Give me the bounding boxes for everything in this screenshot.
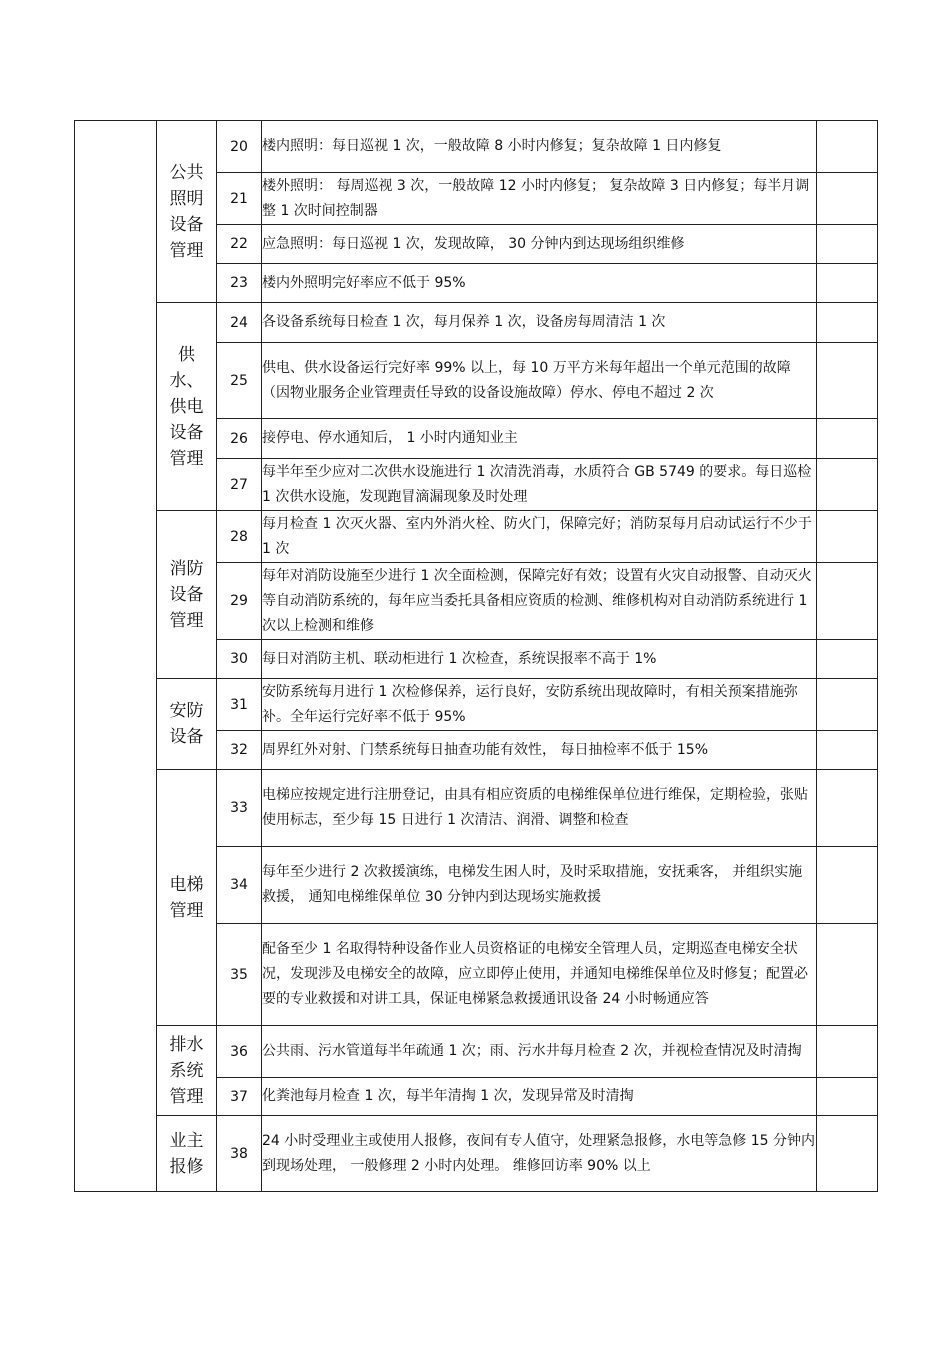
item-number: 22 xyxy=(217,225,262,264)
blank-cell xyxy=(817,225,878,264)
category-label: 消防设备管理 xyxy=(169,558,204,631)
item-number: 26 xyxy=(217,419,262,459)
item-standard-text: 安防系统每月进行 1 次检修保养，运行良好，安防系统出现故障时，有相关预案措施弥补。全年运行完好率不低于 95% xyxy=(262,679,817,731)
item-number: 25 xyxy=(217,343,262,419)
blank-cell xyxy=(817,679,878,731)
category-cell xyxy=(157,511,217,679)
category-cell xyxy=(157,679,217,770)
blank-cell xyxy=(817,511,878,563)
blank-cell xyxy=(817,264,878,303)
blank-cell xyxy=(817,173,878,225)
item-standard-text: 各设备系统每日检查 1 次，每月保养 1 次，设备房每周清洁 1 次 xyxy=(262,303,817,343)
blank-cell xyxy=(817,1026,878,1078)
item-number: 28 xyxy=(217,511,262,563)
category-label: 公共照明设备管理 xyxy=(169,162,204,261)
item-number: 29 xyxy=(217,563,262,640)
item-standard-text: 每年至少进行 2 次救援演练，电梯发生困人时，及时采取措施，安抚乘客， 并组织实施救援， 通知电梯维保单位 30 分钟内到达现场实施救援 xyxy=(262,847,817,924)
blank-cell xyxy=(817,924,878,1026)
item-standard-text: 24 小时受理业主或使用人报修，夜间有专人值守，处理紧急报修，水电等急修 15 分钟内到现场处理， 一般修理 2 小时内处理。 维修回访率 90% 以上 xyxy=(262,1116,817,1192)
category-label: 排水系统管理 xyxy=(169,1034,204,1107)
item-standard-text: 接停电、停水通知后， 1 小时内通知业主 xyxy=(262,419,817,459)
item-standard-text: 每日对消防主机、联动柜进行 1 次检查，系统误报率不高于 1% xyxy=(262,640,817,679)
item-number: 27 xyxy=(217,459,262,511)
outer-empty-cell xyxy=(75,121,157,1192)
blank-cell xyxy=(817,1078,878,1116)
blank-cell xyxy=(817,303,878,343)
item-standard-text: 每年对消防设施至少进行 1 次全面检测，保障完好有效；设置有火灾自动报警、自动灭火等自动消防系统的，每年应当委托具备相应资质的检测、维修机构对自动消防系统进行 1 次以上检测和维修 xyxy=(262,563,817,640)
item-number: 38 xyxy=(217,1116,262,1192)
item-standard-text: 供电、供水设备运行完好率 99% 以上，每 10 万平方米每年超出一个单元范围的故障（因物业服务企业管理责任导致的设备设施故障）停水、停电不超过 2 次 xyxy=(262,343,817,419)
item-number: 20 xyxy=(217,121,262,173)
item-number: 32 xyxy=(217,731,262,770)
blank-cell xyxy=(817,640,878,679)
item-standard-text: 应急照明：每日巡视 1 次，发现故障， 30 分钟内到达现场组织维修 xyxy=(262,225,817,264)
blank-cell xyxy=(817,121,878,173)
category-cell xyxy=(157,303,217,511)
table-row xyxy=(75,679,878,731)
table-row xyxy=(75,511,878,563)
item-number: 34 xyxy=(217,847,262,924)
item-number: 35 xyxy=(217,924,262,1026)
item-standard-text: 化粪池每月检查 1 次，每半年清掏 1 次，发现异常及时清掏 xyxy=(262,1078,817,1116)
category-label: 供水、供电设备管理 xyxy=(169,344,204,469)
item-number: 37 xyxy=(217,1078,262,1116)
blank-cell xyxy=(817,847,878,924)
category-cell xyxy=(157,121,217,303)
blank-cell xyxy=(817,770,878,847)
table-row xyxy=(75,121,878,173)
category-cell xyxy=(157,770,217,1026)
item-number: 21 xyxy=(217,173,262,225)
item-number: 30 xyxy=(217,640,262,679)
item-number: 36 xyxy=(217,1026,262,1078)
item-standard-text: 每月检查 1 次灭火器、室内外消火栓、防火门，保障完好；消防泵每月启动试运行不少于 1 次 xyxy=(262,511,817,563)
item-standard-text: 楼外照明： 每周巡视 3 次，一般故障 12 小时内修复； 复杂故障 3 日内修复；每半月调整 1 次时间控制器 xyxy=(262,173,817,225)
category-label: 业主报修 xyxy=(169,1130,204,1177)
table-row xyxy=(75,1116,878,1192)
item-standard-text: 每半年至少应对二次供水设施进行 1 次清洗消毒，水质符合 GB 5749 的要求。每日巡检 1 次供水设施，发现跑冒滴漏现象及时处理 xyxy=(262,459,817,511)
blank-cell xyxy=(817,343,878,419)
item-standard-text: 电梯应按规定进行注册登记，由具有相应资质的电梯维保单位进行维保，定期检验，张贴使用标志，至少每 15 日进行 1 次清洁、润滑、调整和检查 xyxy=(262,770,817,847)
blank-cell xyxy=(817,419,878,459)
blank-cell xyxy=(817,1116,878,1192)
item-standard-text: 楼内照明：每日巡视 1 次，一般故障 8 小时内修复；复杂故障 1 日内修复 xyxy=(262,121,817,173)
blank-cell xyxy=(817,459,878,511)
category-cell xyxy=(157,1026,217,1116)
item-standard-text: 楼内外照明完好率应不低于 95% xyxy=(262,264,817,303)
service-standard-table xyxy=(74,120,878,1192)
table-row xyxy=(75,1026,878,1078)
item-number: 24 xyxy=(217,303,262,343)
table-row xyxy=(75,303,878,343)
category-label: 电梯管理 xyxy=(169,874,204,921)
item-standard-text: 配备至少 1 名取得特种设备作业人员资格证的电梯安全管理人员，定期巡查电梯安全状况，发现涉及电梯安全的故障，应立即停止使用，并通知电梯维保单位及时修复；配置必要的专业救援和对讲工具，保证电梯紧急救援通讯设备 24 小时畅通应答 xyxy=(262,924,817,1026)
item-standard-text: 公共雨、污水管道每半年疏通 1 次；雨、污水井每月检查 2 次，并视检查情况及时清掏 xyxy=(262,1026,817,1078)
category-cell xyxy=(157,1116,217,1192)
item-number: 23 xyxy=(217,264,262,303)
item-standard-text: 周界红外对射、门禁系统每日抽查功能有效性， 每日抽检率不低于 15% xyxy=(262,731,817,770)
blank-cell xyxy=(817,563,878,640)
category-label: 安防设备 xyxy=(169,701,204,747)
item-number: 33 xyxy=(217,770,262,847)
blank-cell xyxy=(817,731,878,770)
item-number: 31 xyxy=(217,679,262,731)
table-row xyxy=(75,770,878,847)
